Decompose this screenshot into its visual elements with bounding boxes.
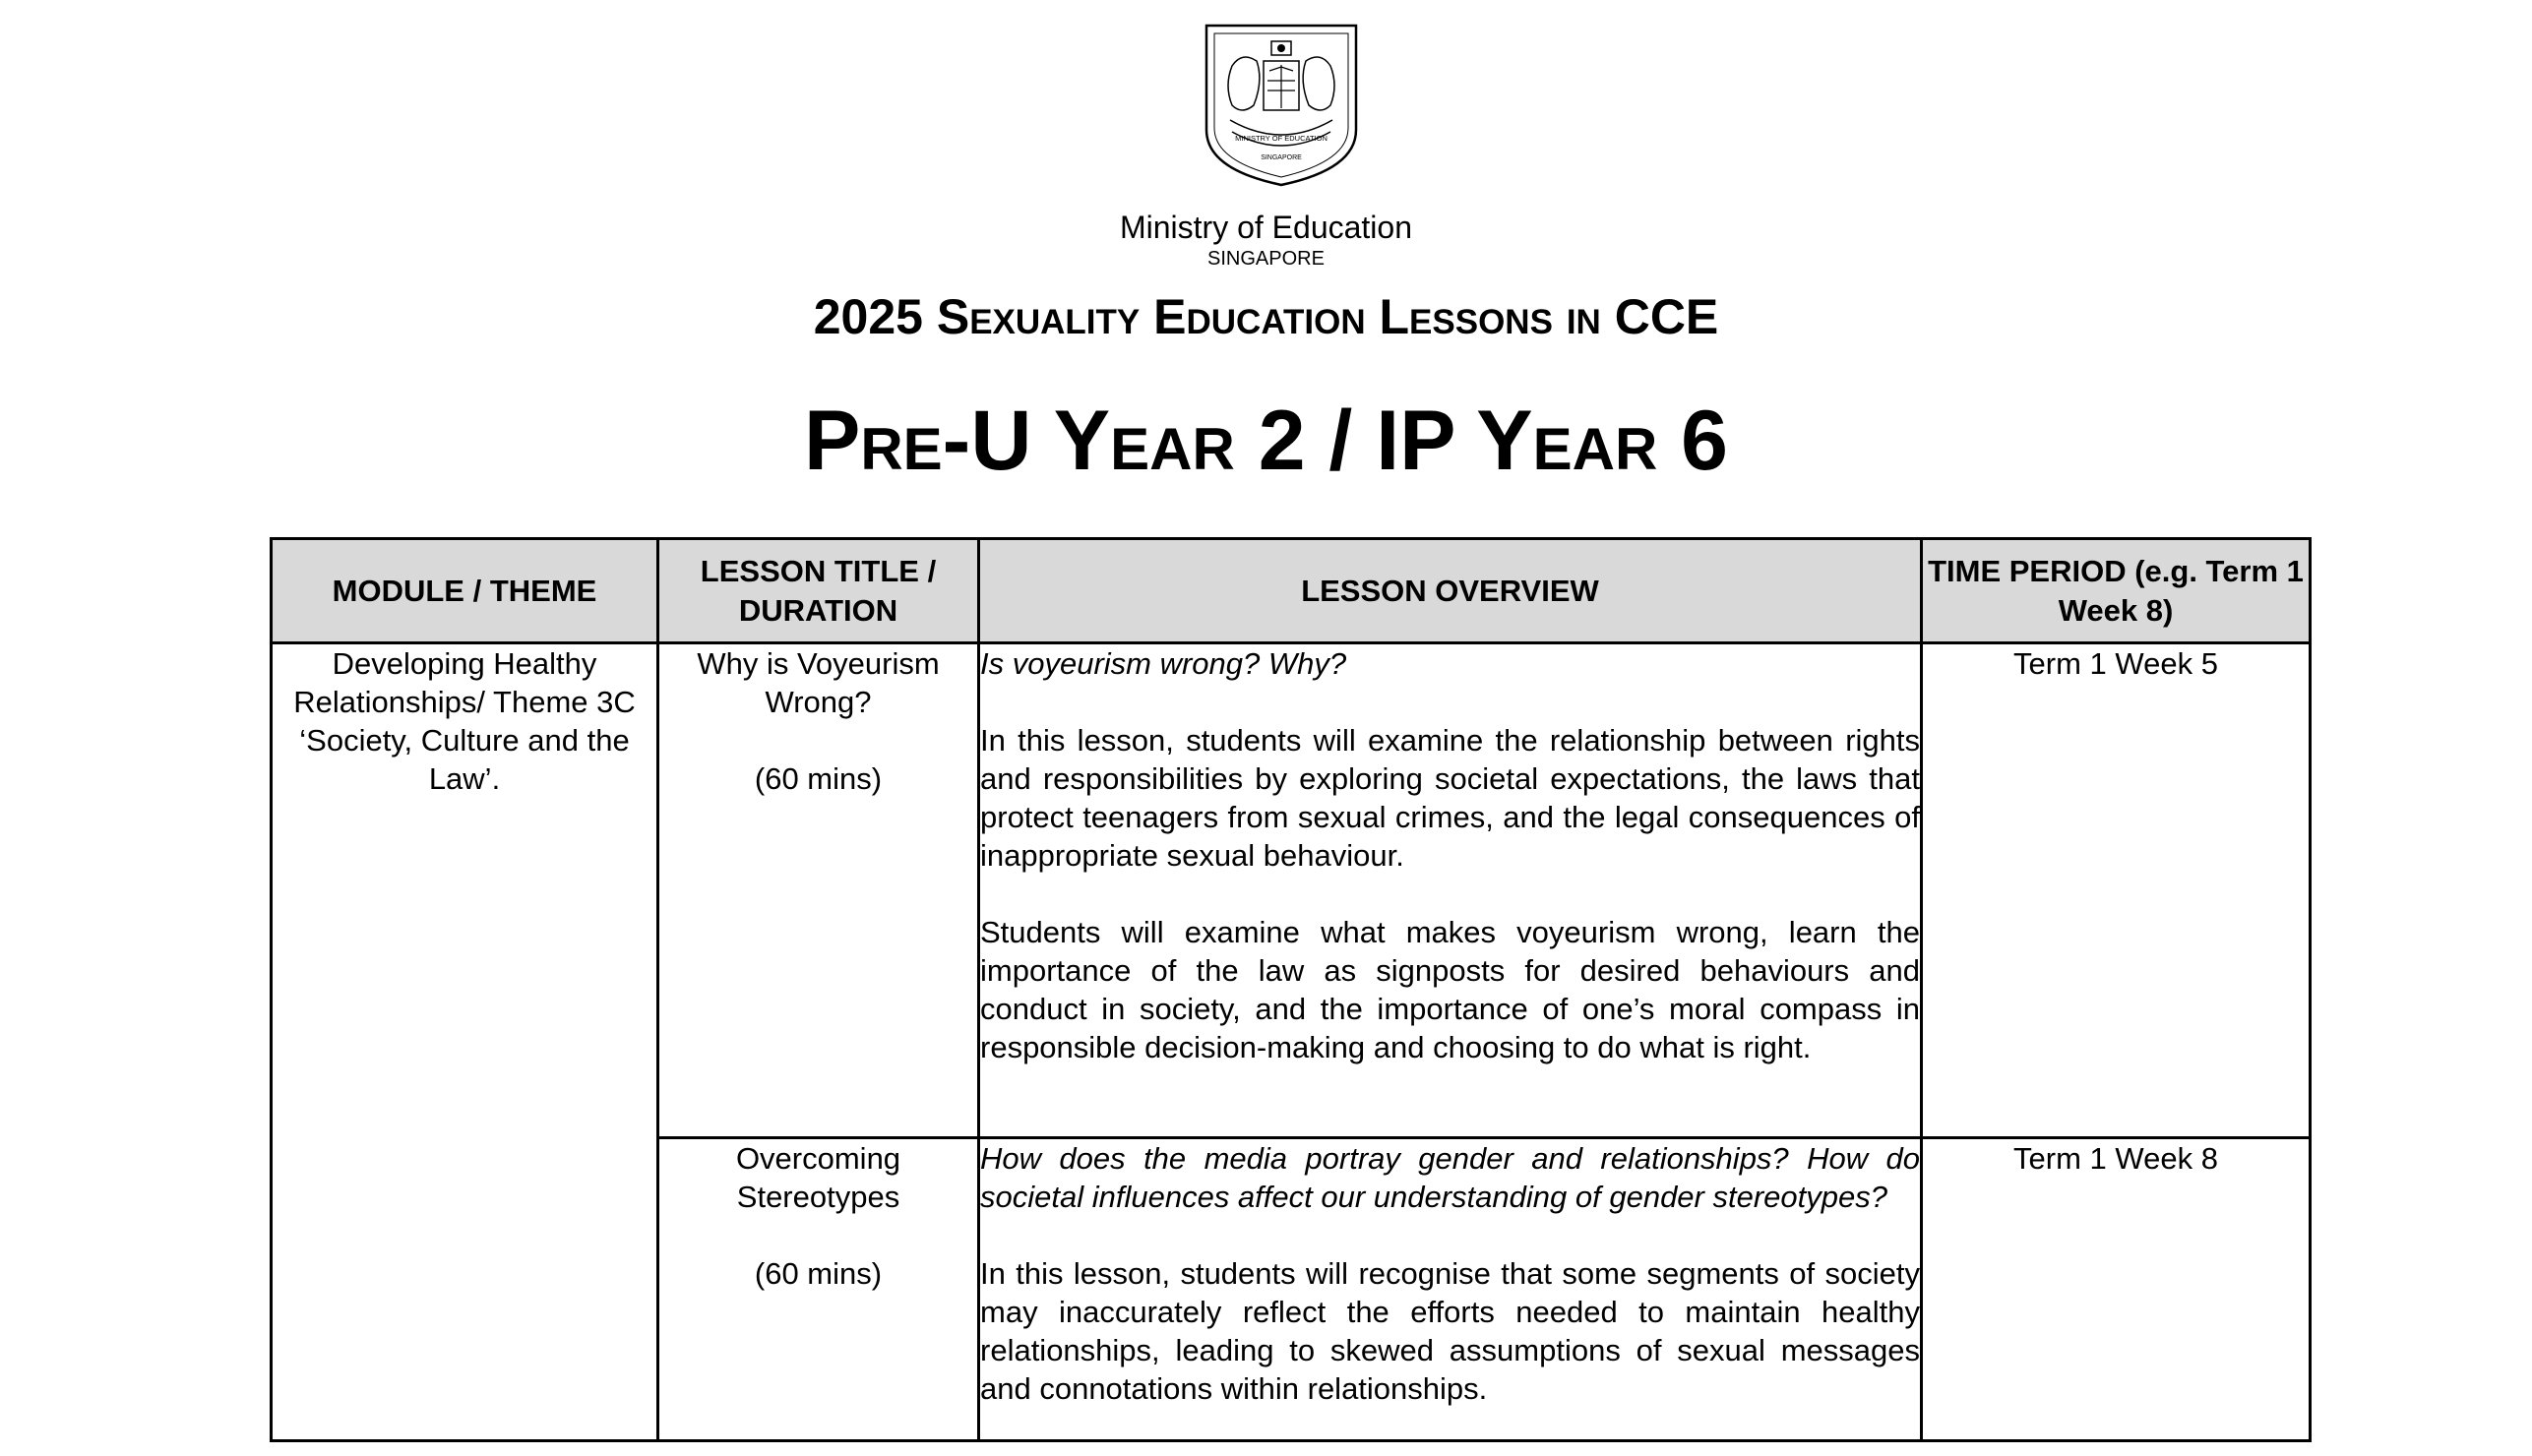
- lesson-overview-paragraph: Students will examine what makes voyeurism wrong, learn the importance of the law as signposts for desired behaviours and conduct in society, and the importance of one’s moral compass in responsible decision-making and choosing to do what is right.: [980, 915, 1920, 1064]
- header-overview: LESSON OVERVIEW: [979, 539, 1922, 643]
- country-name: SINGAPORE: [1207, 248, 1325, 270]
- header-time-period: TIME PERIOD (e.g. Term 1 Week 8): [1922, 539, 2311, 643]
- lesson-title-cell: [658, 643, 979, 1138]
- time-period-cell: [1922, 643, 2311, 1138]
- moe-crest-logo: [1203, 22, 1360, 189]
- lesson-title: Why is Voyeurism Wrong?: [697, 646, 940, 719]
- lesson-overview-cell: [979, 1138, 1922, 1441]
- document-title: 2025 Sexuality Education Lessons in CCE: [813, 289, 1719, 344]
- table-row: [272, 643, 2311, 1138]
- header-module: MODULE / THEME: [272, 539, 658, 643]
- lesson-overview-paragraph: In this lesson, students will examine the relationship between rights and responsibilities by exploring societal expectations, the laws that protect teenagers from sexual crimes, and the legal consequences of inappropriate sexual behaviour.: [980, 723, 1920, 873]
- lesson-overview-paragraph: In this lesson, students will recognise that some segments of society may inaccurately reflect the efforts needed to maintain healthy relationships, leading to skewed assumptions of sexual messages and connotations within relationships.: [980, 1256, 1920, 1406]
- lesson-question: How does the media portray gender and relationships? How do societal influences affect our understanding of gender stereotypes?: [980, 1141, 1920, 1214]
- lesson-duration: (60 mins): [754, 761, 883, 796]
- module-theme-text: Developing Healthy Relationships/ Theme 3C ‘Society, Culture and the Law’.: [293, 646, 636, 796]
- module-theme-cell: [272, 643, 658, 1441]
- crest-country-text: SINGAPORE: [1261, 154, 1302, 161]
- time-period: Term 1 Week 8: [2013, 1141, 2218, 1176]
- crest-ribbon-text: MINISTRY OF EDUCATION: [1235, 134, 1328, 143]
- lesson-title-cell: [658, 1138, 979, 1441]
- ministry-name: Ministry of Education: [1119, 210, 1412, 245]
- lesson-overview-cell: [979, 643, 1922, 1138]
- lesson-question: Is voyeurism wrong? Why?: [980, 646, 1347, 681]
- lessons-table: [270, 537, 2312, 1442]
- lesson-title: Overcoming Stereotypes: [735, 1141, 901, 1214]
- level-title: Pre-U Year 2 / IP Year 6: [803, 394, 1729, 488]
- time-period: Term 1 Week 5: [2013, 646, 2218, 681]
- time-period-cell: [1922, 1138, 2311, 1441]
- table-header-row: [272, 539, 2311, 643]
- header-lesson-title: LESSON TITLE / DURATION: [658, 539, 979, 643]
- lesson-duration: (60 mins): [754, 1256, 883, 1291]
